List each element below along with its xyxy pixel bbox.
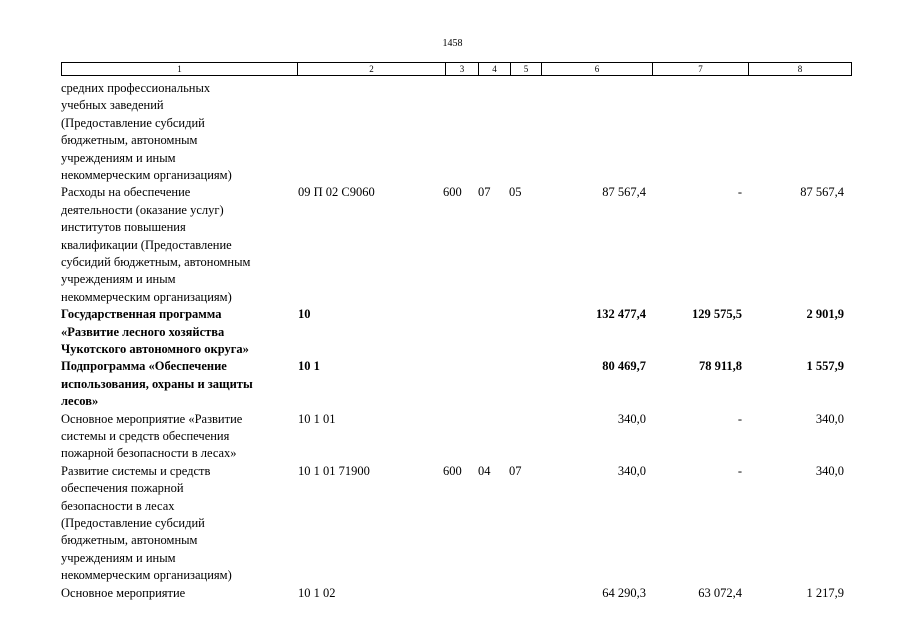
description-line: субсидий бюджетным, автономным	[61, 255, 251, 270]
table-row	[0, 358, 905, 410]
description-line: некоммерческим организациям)	[61, 289, 232, 304]
description-line: институтов повышения	[61, 220, 186, 235]
amount-total: 87 567,4	[602, 185, 646, 200]
amount-col8: 340,0	[815, 463, 844, 478]
budget-code: 10 1 01	[298, 411, 336, 426]
description-line: учреждениям и иным	[61, 150, 176, 165]
description-line: Государственная программа	[61, 307, 222, 322]
description-line: бюджетным, автономным	[61, 533, 198, 548]
table-body	[0, 80, 905, 602]
description-line: квалификации (Предоставление	[61, 237, 232, 252]
row-description	[61, 585, 299, 602]
expense-type: 600	[443, 463, 462, 478]
description-line: некоммерческим организациям)	[61, 168, 232, 183]
description-line: обеспечения пожарной	[61, 481, 184, 496]
description-line: Основное мероприятие «Развитие	[61, 411, 243, 426]
amount-col8: 1 217,9	[806, 585, 844, 600]
column-number-7: 7	[653, 63, 749, 76]
amount-col7: 129 575,5	[692, 307, 742, 322]
row-description	[61, 358, 299, 410]
column-number-1: 1	[62, 63, 298, 76]
table-row	[0, 80, 905, 184]
amount-col8: 1 557,9	[806, 359, 844, 374]
row-description	[61, 463, 299, 585]
column-number-8: 8	[749, 63, 852, 76]
column-header-row	[61, 62, 852, 76]
amount-col7: -	[737, 463, 742, 478]
budget-code: 10	[298, 307, 311, 322]
description-line: Расходы на обеспечение	[61, 185, 191, 200]
column-number-2: 2	[298, 63, 446, 76]
description-line: «Развитие лесного хозяйства	[61, 324, 225, 339]
budget-code: 10 1 01 71900	[298, 463, 370, 478]
row-description	[61, 184, 299, 306]
table-row	[0, 463, 905, 585]
section: 07	[478, 185, 491, 200]
section: 04	[478, 463, 491, 478]
description-line: пожарной безопасности в лесах»	[61, 446, 237, 461]
column-number-5: 5	[511, 63, 542, 76]
page-number: 1458	[442, 38, 463, 49]
amount-total: 64 290,3	[602, 585, 646, 600]
column-number-4: 4	[479, 63, 511, 76]
description-line: использования, охраны и защиты	[61, 376, 253, 391]
column-number-6: 6	[542, 63, 653, 76]
budget-code: 10 1 02	[298, 585, 336, 600]
amount-col7: 63 072,4	[698, 585, 742, 600]
amount-total: 132 477,4	[596, 307, 646, 322]
description-line: безопасности в лесах	[61, 498, 175, 513]
description-line: учреждениям и иным	[61, 272, 176, 287]
column-number-3: 3	[446, 63, 479, 76]
amount-col7: -	[737, 411, 742, 426]
budget-code: 10 1	[298, 359, 320, 374]
amount-total: 340,0	[617, 411, 646, 426]
description-line: деятельности (оказание услуг)	[61, 202, 224, 217]
description-line: некоммерческим организациям)	[61, 568, 232, 583]
amount-total: 340,0	[617, 463, 646, 478]
description-line: (Предоставление субсидий	[61, 515, 205, 530]
table-row	[0, 411, 905, 463]
budget-code: 09 П 02 С9060	[298, 185, 375, 200]
amount-total: 80 469,7	[602, 359, 646, 374]
row-description	[61, 80, 299, 184]
subsection: 07	[509, 463, 522, 478]
description-line: системы и средств обеспечения	[61, 428, 230, 443]
description-line: Чукотского автономного округа»	[61, 342, 249, 356]
description-line: бюджетным, автономным	[61, 133, 198, 148]
description-line: лесов»	[61, 394, 99, 409]
description-line: Развитие системы и средств	[61, 463, 211, 478]
amount-col7: 78 911,8	[698, 359, 742, 374]
amount-col8: 340,0	[815, 411, 844, 426]
amount-col7: -	[737, 185, 742, 200]
description-line: (Предоставление субсидий	[61, 115, 205, 130]
row-description	[61, 306, 299, 358]
amount-col8: 87 567,4	[800, 185, 844, 200]
row-description	[61, 411, 299, 463]
description-line: Основное мероприятие	[61, 585, 186, 600]
description-line: учреждениям и иным	[61, 550, 176, 565]
table-row	[0, 585, 905, 602]
table-row	[0, 306, 905, 358]
amount-col8: 2 901,9	[806, 307, 844, 322]
expense-type: 600	[443, 185, 462, 200]
description-line: Подпрограмма «Обеспечение	[61, 359, 227, 374]
description-line: средних профессиональных	[61, 81, 211, 95]
table-row	[0, 184, 905, 306]
subsection: 05	[509, 185, 522, 200]
description-line: учебных заведений	[61, 98, 164, 113]
